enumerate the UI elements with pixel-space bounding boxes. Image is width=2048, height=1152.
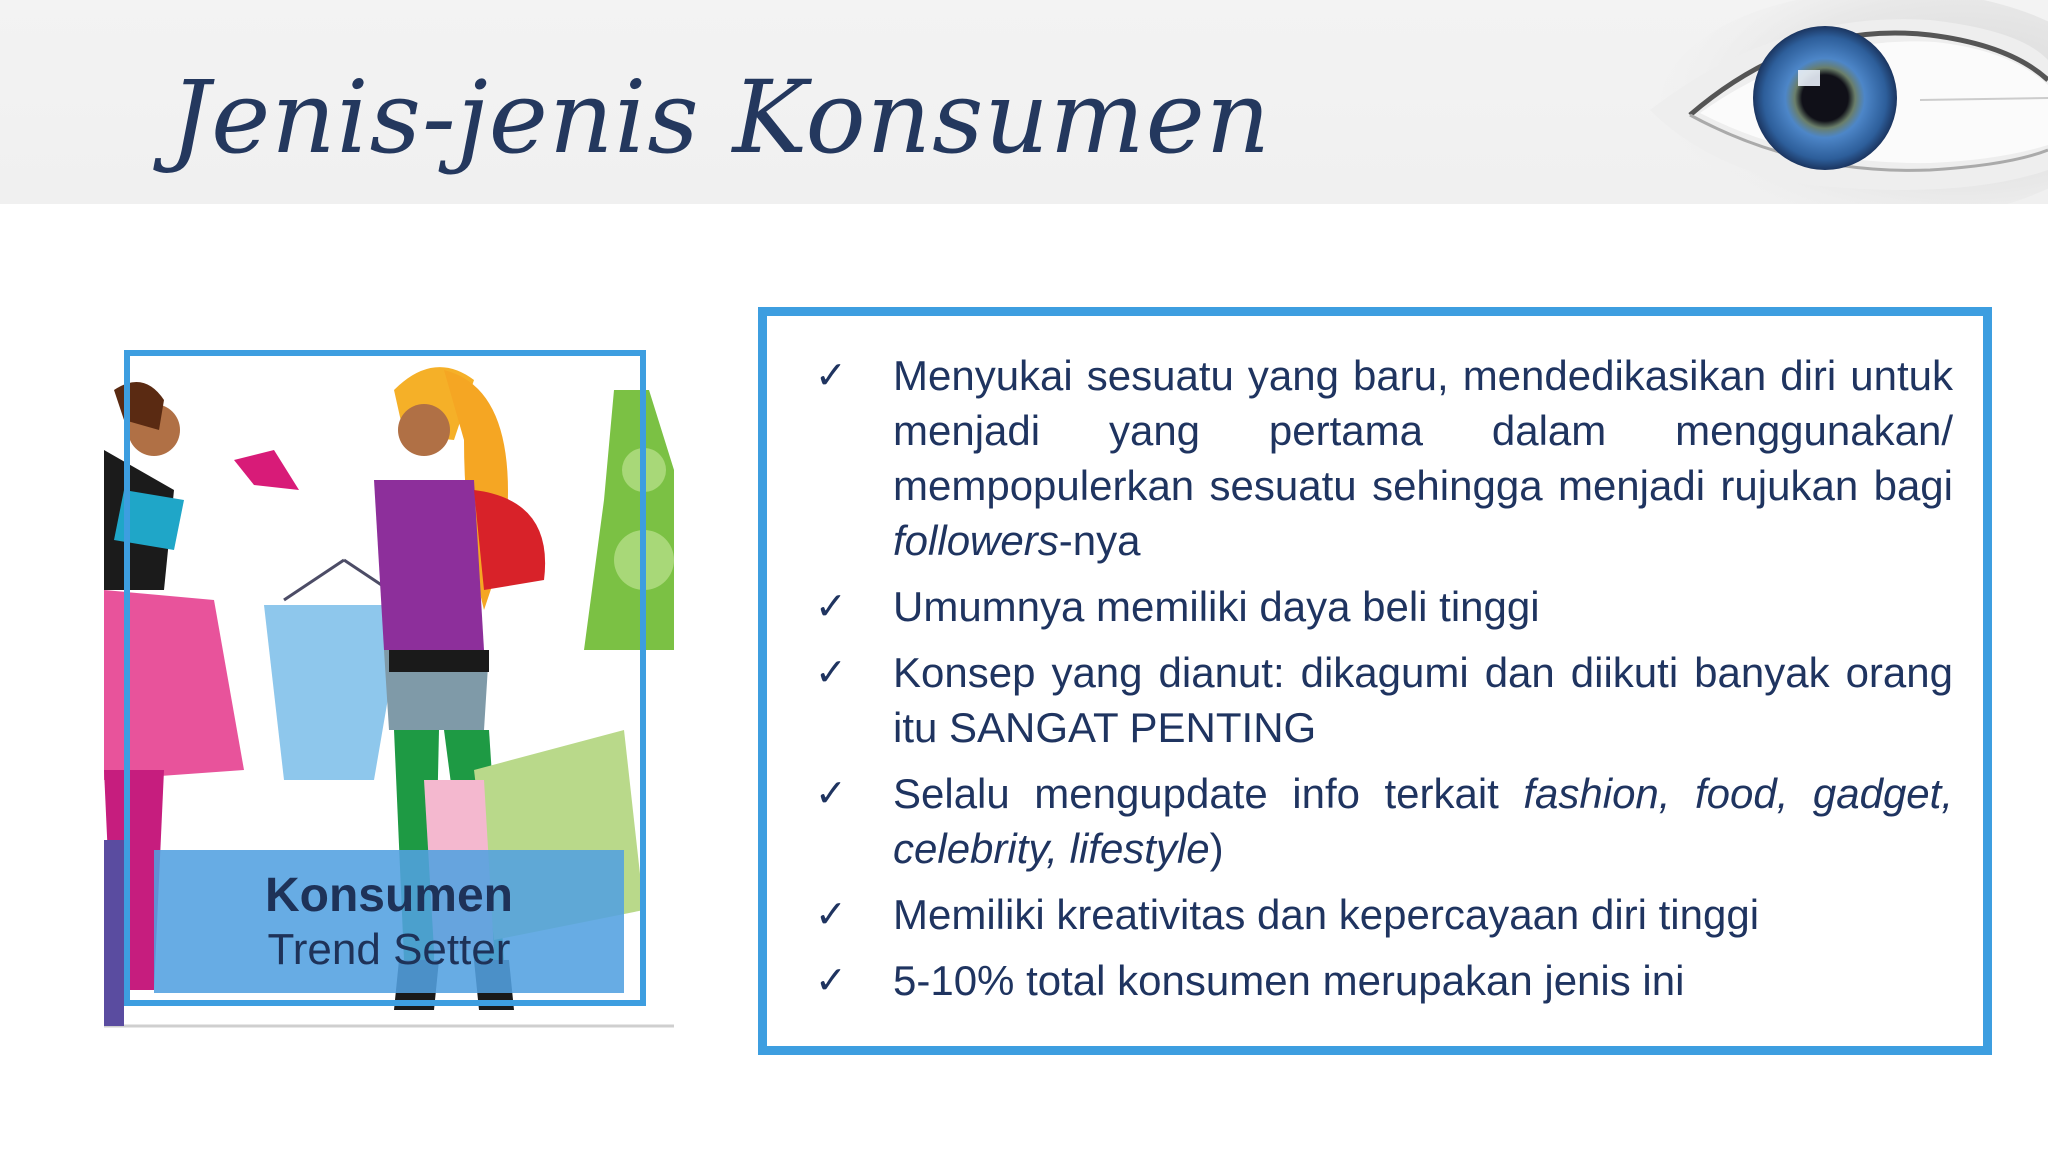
header-band xyxy=(0,0,2048,204)
bullet-text: 5-10% total konsumen merupakan jenis ini xyxy=(893,957,1685,1004)
bullet-item xyxy=(803,766,1953,876)
checkmark-icon: ✓ xyxy=(815,892,847,936)
bullet-text: Memiliki kreativitas dan kepercayaan diri tinggi xyxy=(893,891,1760,938)
checkmark-icon: ✓ xyxy=(815,958,847,1002)
caption-box xyxy=(154,850,624,993)
bullet-text: Konsep yang dianut: dikagumi dan diikuti banyak orang itu SANGAT PENTING xyxy=(893,649,1953,751)
bullet-text: fashion, food, gadget, celebrity, lifestyle xyxy=(893,770,1953,872)
caption-title: Konsumen xyxy=(264,868,513,922)
bullet-text: Menyukai sesuatu yang baru, mendedikasikan diri untuk menjadi yang pertama dalam menggunakan/ mempopulerkan sesuatu sehingga menjadi rujukan bagi xyxy=(893,352,1953,509)
bullet-text: followers xyxy=(893,517,1059,564)
bullet-item xyxy=(803,579,1953,634)
slide-title: Jenis-jenis Konsumen xyxy=(170,59,1272,176)
bullet-text: -nya xyxy=(1058,517,1141,564)
bullet-text: Selalu mengupdate info terkait xyxy=(893,770,1524,817)
checkmark-icon: ✓ xyxy=(815,584,847,628)
bullet-text: ) xyxy=(1209,825,1224,872)
bullet-item xyxy=(803,348,1953,568)
caption-subtitle: Trend Setter xyxy=(267,924,511,974)
bullet-box xyxy=(758,307,1992,1055)
bullet-item xyxy=(803,887,1953,942)
checkmark-icon: ✓ xyxy=(815,353,847,397)
bullet-text: Umumnya memiliki daya beli tinggi xyxy=(893,583,1540,630)
checkmark-icon: ✓ xyxy=(815,650,847,694)
checkmark-icon: ✓ xyxy=(815,771,847,815)
bullet-item xyxy=(803,645,1953,755)
bullet-list xyxy=(803,348,1953,1019)
eye-image xyxy=(1630,0,2048,204)
bullet-item xyxy=(803,953,1953,1008)
